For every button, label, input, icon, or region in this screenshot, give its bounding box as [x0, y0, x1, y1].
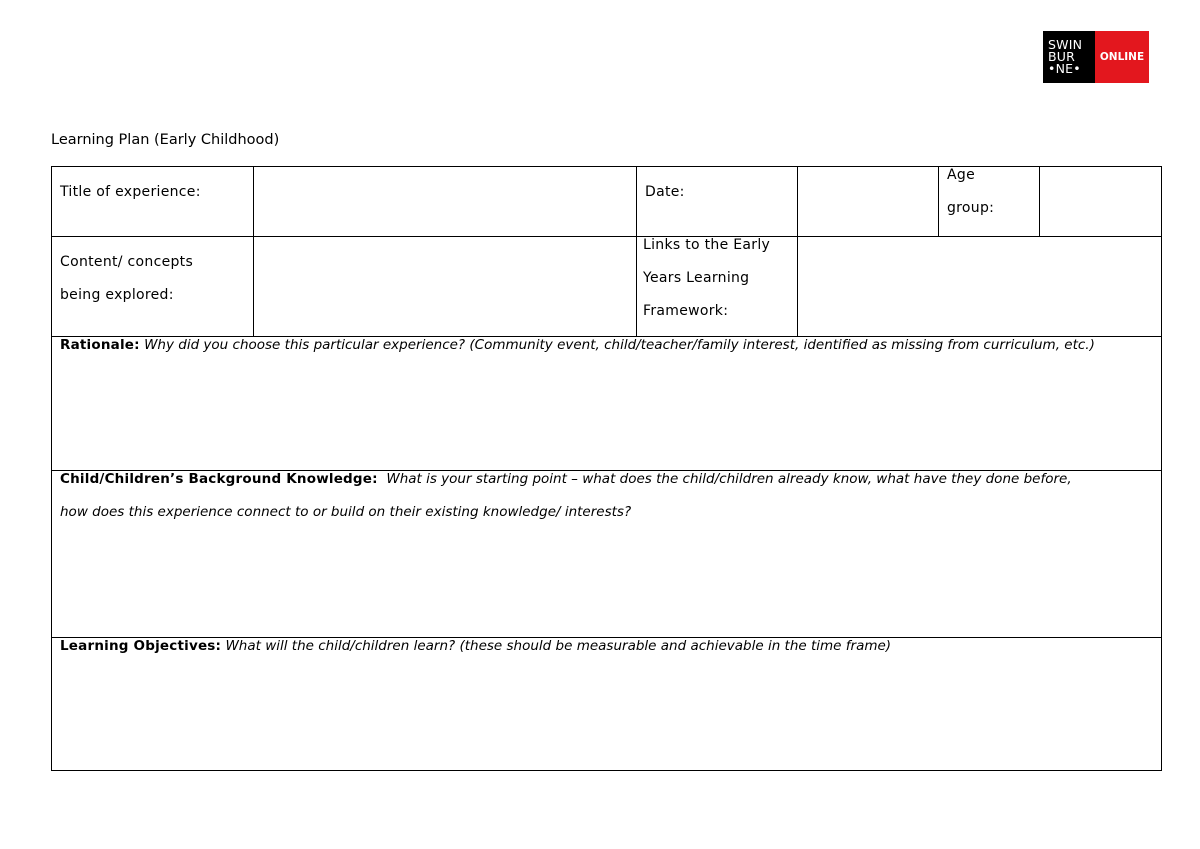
age-group-field[interactable]: [1040, 167, 1162, 237]
background-knowledge-cell[interactable]: [52, 471, 1162, 638]
logo-line-1: SWIN: [1048, 37, 1083, 52]
background-prompt-2: how does this experience connect to or build on their existing knowledge/ interests?: [60, 504, 632, 520]
links-eylf-label: [637, 229, 797, 328]
links-label-line-2: Years Learning: [643, 270, 750, 286]
logo-wordmark: [1043, 31, 1095, 83]
links-eylf-field[interactable]: [798, 237, 1162, 337]
table-row: [52, 638, 1162, 771]
background-knowledge-text: [52, 463, 1161, 529]
content-label-line-1: Content/ concepts: [60, 254, 194, 270]
logo-online-badge: ONLINE: [1095, 31, 1149, 83]
date-label: Date:: [645, 184, 685, 200]
table-row: [52, 471, 1162, 638]
background-knowledge-label: Child/Children’s Background Knowledge:: [60, 471, 378, 487]
age-label-line-2: group:: [947, 200, 995, 216]
page-title: Learning Plan (Early Childhood): [51, 132, 280, 148]
date-field[interactable]: [798, 167, 939, 237]
rationale-text: [52, 329, 1161, 362]
content-concepts-label: [52, 237, 253, 312]
table-row: [52, 167, 1162, 237]
learning-objectives-label: Learning Objectives:: [60, 638, 222, 654]
logo-line-3: •NE•: [1048, 61, 1081, 76]
learning-objectives-cell[interactable]: [52, 638, 1162, 771]
swinburne-online-logo: [1043, 31, 1149, 83]
background-line-1: [60, 463, 1153, 496]
links-label-line-1: Links to the Early: [643, 237, 771, 253]
title-of-experience-label: Title of experience:: [60, 184, 201, 200]
age-label-line-1: Age: [947, 167, 975, 183]
title-label-cell: [52, 167, 254, 237]
rationale-label: Rationale:: [60, 337, 140, 353]
background-prompt-1: What is your starting point – what does the child/children already know, what have they done before,: [386, 471, 1072, 487]
content-concepts-field[interactable]: [254, 237, 637, 337]
age-group-label-cell: [939, 167, 1040, 237]
learning-objectives-text: [52, 630, 1161, 663]
title-of-experience-field[interactable]: [254, 167, 637, 237]
links-label-line-3: Framework:: [643, 303, 729, 319]
rationale-prompt: Why did you choose this particular experience? (Community event, child/teacher/family interest, identified as missing from curriculum, etc.): [144, 337, 1095, 353]
content-label-cell: [52, 237, 254, 337]
date-label-cell: [637, 167, 798, 237]
content-label-line-2: being explored:: [60, 287, 174, 303]
age-group-label: [939, 159, 1039, 225]
links-label-cell: [637, 237, 798, 337]
learning-plan-table: [51, 166, 1162, 771]
table-row: [52, 237, 1162, 337]
background-line-2: [60, 496, 1153, 529]
learning-objectives-prompt: What will the child/children learn? (these should be measurable and achievable in the time frame): [225, 638, 892, 654]
rationale-cell[interactable]: [52, 337, 1162, 471]
logo-line-2: BUR: [1048, 49, 1076, 64]
table-row: [52, 337, 1162, 471]
